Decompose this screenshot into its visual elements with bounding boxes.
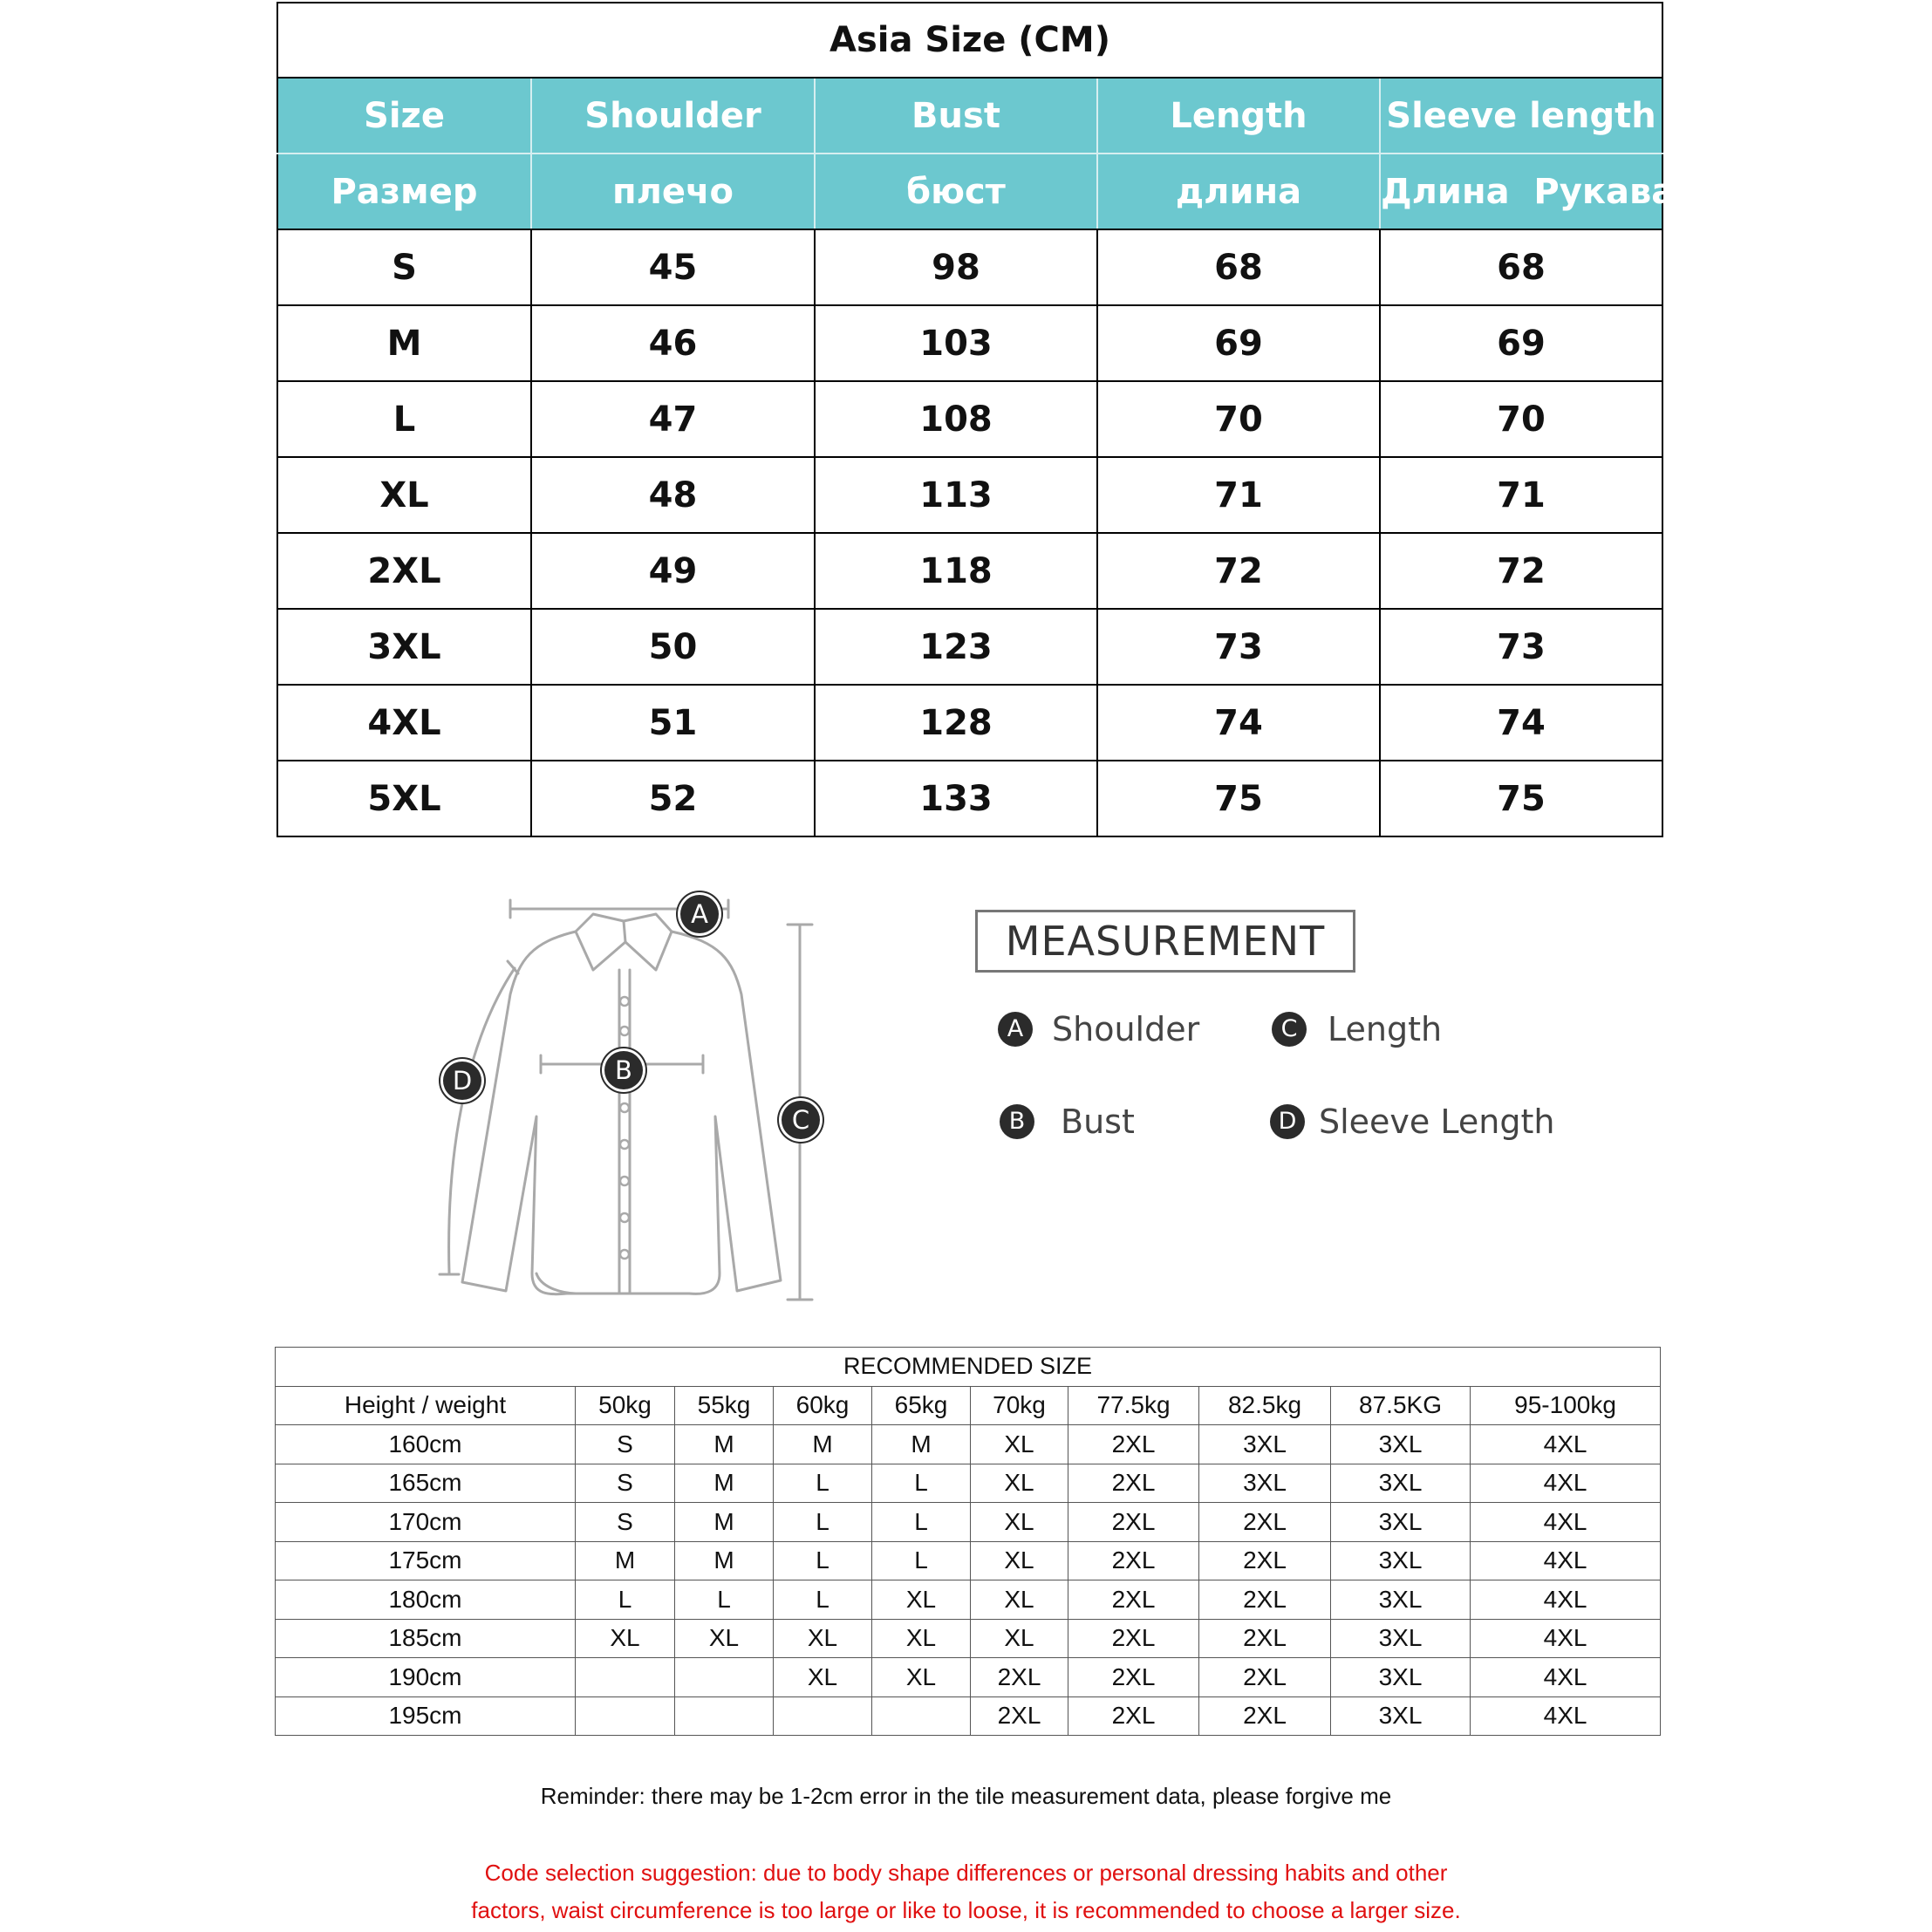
measurement-cell: 48 xyxy=(531,457,815,533)
recommended-size-cell: XL xyxy=(971,1464,1068,1503)
recommended-size-cell: L xyxy=(872,1464,971,1503)
recommended-row xyxy=(276,1580,1661,1620)
header-cell: Sleeve length xyxy=(1380,78,1662,154)
measurement-cell: 69 xyxy=(1380,305,1662,381)
size-label-cell: 5XL xyxy=(277,761,531,836)
measurement-cell: 69 xyxy=(1097,305,1380,381)
recommended-size-cell: L xyxy=(576,1580,675,1620)
recommended-size-cell: L xyxy=(774,1503,872,1542)
recommended-size-cell: 2XL xyxy=(1068,1464,1199,1503)
size-label-cell: 4XL xyxy=(277,685,531,761)
legend-label: Sleeve Length xyxy=(1319,1103,1555,1141)
measurement-cell: 98 xyxy=(815,229,1097,305)
weight-header-cell: 95-100kg xyxy=(1471,1386,1661,1425)
measurement-cell: 133 xyxy=(815,761,1097,836)
recommended-size-cell: XL xyxy=(971,1425,1068,1464)
measurement-cell: 47 xyxy=(531,381,815,457)
weight-header-cell: 55kg xyxy=(675,1386,774,1425)
recommended-size-cell: M xyxy=(675,1541,774,1580)
size-row xyxy=(277,305,1662,381)
size-chart-header-ru xyxy=(277,154,1662,229)
weight-header-cell: 87.5KG xyxy=(1331,1386,1471,1425)
measurement-cell: 128 xyxy=(815,685,1097,761)
recommended-size-cell: 4XL xyxy=(1471,1619,1661,1658)
height-cell: 160cm xyxy=(276,1425,576,1464)
header-cell: Размер xyxy=(277,154,531,229)
marker-c-icon: C xyxy=(1272,1012,1307,1047)
height-cell: 190cm xyxy=(276,1658,576,1697)
recommended-size-cell: 3XL xyxy=(1331,1619,1471,1658)
recommended-size-cell: 3XL xyxy=(1331,1541,1471,1580)
measurement-cell: 75 xyxy=(1380,761,1662,836)
recommended-row xyxy=(276,1541,1661,1580)
recommended-size-cell: 4XL xyxy=(1471,1425,1661,1464)
recommended-size-cell: L xyxy=(872,1541,971,1580)
recommended-size-cell: 2XL xyxy=(971,1696,1068,1736)
legend-label: Length xyxy=(1328,1010,1443,1048)
measurement-cell: 70 xyxy=(1097,381,1380,457)
recommended-size-cell xyxy=(872,1696,971,1736)
size-suggestion-note xyxy=(0,1854,1932,1929)
measurement-cell: 72 xyxy=(1380,533,1662,609)
recommended-size-cell: 2XL xyxy=(1199,1619,1331,1658)
reminder-note: Reminder: there may be 1-2cm error in the tile measurement data, please forgive me xyxy=(540,1783,1392,1809)
measurement-cell: 50 xyxy=(531,609,815,685)
recommended-size-cell: 2XL xyxy=(1068,1541,1199,1580)
recommended-size-cell: 3XL xyxy=(1331,1503,1471,1542)
recommended-size-cell: 2XL xyxy=(1068,1425,1199,1464)
size-row xyxy=(277,761,1662,836)
recommended-size-cell: XL xyxy=(576,1619,675,1658)
recommended-size-cell: 2XL xyxy=(1068,1580,1199,1620)
measurement-cell: 118 xyxy=(815,533,1097,609)
recommended-size-cell: 3XL xyxy=(1199,1464,1331,1503)
marker-b-icon: B xyxy=(604,1051,643,1089)
height-cell: 195cm xyxy=(276,1696,576,1736)
header-cell: Shoulder xyxy=(531,78,815,154)
measurement-cell: 68 xyxy=(1380,229,1662,305)
height-weight-header: Height / weight xyxy=(276,1386,576,1425)
recommended-size-cell: M xyxy=(774,1425,872,1464)
legend-label: Shoulder xyxy=(1052,1010,1200,1048)
marker-c-icon: C xyxy=(782,1101,820,1139)
header-cell: длина xyxy=(1097,154,1380,229)
legend-label: Bust xyxy=(1061,1103,1135,1141)
recommended-size-cell: XL xyxy=(774,1619,872,1658)
measurement-cell: 73 xyxy=(1097,609,1380,685)
measurement-cell: 74 xyxy=(1380,685,1662,761)
measurement-cell: 46 xyxy=(531,305,815,381)
measurement-cell: 51 xyxy=(531,685,815,761)
marker-a-icon: A xyxy=(998,1012,1033,1047)
recommended-size-cell: 3XL xyxy=(1199,1425,1331,1464)
recommended-size-cell: S xyxy=(576,1425,675,1464)
recommended-size-cell: 4XL xyxy=(1471,1580,1661,1620)
recommended-size-table xyxy=(275,1347,1661,1736)
measurement-cell: 75 xyxy=(1097,761,1380,836)
recommended-size-cell: 2XL xyxy=(1068,1658,1199,1697)
recommended-size-cell: 4XL xyxy=(1471,1503,1661,1542)
recommended-size-cell: 3XL xyxy=(1331,1696,1471,1736)
recommended-size-cell xyxy=(774,1696,872,1736)
size-row xyxy=(277,533,1662,609)
recommended-size-cell: L xyxy=(675,1580,774,1620)
marker-d-icon: D xyxy=(1270,1104,1305,1139)
recommended-size-cell: 2XL xyxy=(971,1658,1068,1697)
recommended-size-cell: M xyxy=(576,1541,675,1580)
recommended-size-cell xyxy=(576,1658,675,1697)
recommended-size-cell: XL xyxy=(872,1580,971,1620)
recommended-size-cell: XL xyxy=(872,1658,971,1697)
recommended-size-cell: 2XL xyxy=(1199,1580,1331,1620)
header-cell: Bust xyxy=(815,78,1097,154)
measurement-cell: 103 xyxy=(815,305,1097,381)
size-label-cell: L xyxy=(277,381,531,457)
recommended-row xyxy=(276,1696,1661,1736)
height-cell: 180cm xyxy=(276,1580,576,1620)
size-row xyxy=(277,457,1662,533)
size-label-cell: S xyxy=(277,229,531,305)
recommended-row xyxy=(276,1464,1661,1503)
size-label-cell: XL xyxy=(277,457,531,533)
recommended-size-cell: 3XL xyxy=(1331,1464,1471,1503)
measurement-cell: 71 xyxy=(1380,457,1662,533)
size-label-cell: M xyxy=(277,305,531,381)
recommended-size-cell: L xyxy=(872,1503,971,1542)
size-row xyxy=(277,685,1662,761)
measurement-cell: 73 xyxy=(1380,609,1662,685)
recommended-size-cell: 2XL xyxy=(1199,1503,1331,1542)
recommended-size-cell: 4XL xyxy=(1471,1658,1661,1697)
size-label-cell: 2XL xyxy=(277,533,531,609)
recommended-size-cell: XL xyxy=(971,1580,1068,1620)
height-cell: 175cm xyxy=(276,1541,576,1580)
recommended-size-cell: 4XL xyxy=(1471,1541,1661,1580)
recommended-size-cell: XL xyxy=(971,1541,1068,1580)
size-row xyxy=(277,609,1662,685)
measurement-cell: 123 xyxy=(815,609,1097,685)
height-cell: 165cm xyxy=(276,1464,576,1503)
marker-d-icon: D xyxy=(443,1062,481,1100)
marker-a-icon: A xyxy=(680,895,719,933)
measurement-cell: 113 xyxy=(815,457,1097,533)
recommended-row xyxy=(276,1658,1661,1697)
recommended-size-cell: 3XL xyxy=(1331,1425,1471,1464)
header-cell: Length xyxy=(1097,78,1380,154)
measurement-cell: 108 xyxy=(815,381,1097,457)
recommended-size-cell: XL xyxy=(872,1619,971,1658)
height-cell: 185cm xyxy=(276,1619,576,1658)
recommended-size-cell: L xyxy=(774,1464,872,1503)
recommended-row xyxy=(276,1619,1661,1658)
recommended-header-row xyxy=(276,1386,1661,1425)
size-label-cell: 3XL xyxy=(277,609,531,685)
recommended-row xyxy=(276,1503,1661,1542)
recommended-size-cell: XL xyxy=(675,1619,774,1658)
recommended-row xyxy=(276,1425,1661,1464)
size-row xyxy=(277,381,1662,457)
recommended-size-cell: S xyxy=(576,1503,675,1542)
suggestion-line: factors, waist circumference is too large or like to loose, it is recommended to choose a larger size. xyxy=(471,1897,1461,1923)
suggestion-line: Code selection suggestion: due to body shape differences or personal dressing habits and other xyxy=(484,1860,1448,1886)
recommended-size-cell: 4XL xyxy=(1471,1464,1661,1503)
recommended-size-cell xyxy=(675,1696,774,1736)
weight-header-cell: 82.5kg xyxy=(1199,1386,1331,1425)
marker-b-icon: B xyxy=(1000,1104,1034,1139)
recommended-size-cell: 4XL xyxy=(1471,1696,1661,1736)
size-chart-header-en xyxy=(277,78,1662,154)
recommended-size-cell: 3XL xyxy=(1331,1580,1471,1620)
recommended-size-cell: 2XL xyxy=(1068,1503,1199,1542)
header-cell: бюст xyxy=(815,154,1097,229)
recommended-size-cell: L xyxy=(774,1541,872,1580)
size-chart-table xyxy=(276,2,1676,837)
recommended-size-cell: 2XL xyxy=(1199,1658,1331,1697)
recommended-size-cell: L xyxy=(774,1580,872,1620)
measurement-cell: 49 xyxy=(531,533,815,609)
recommended-size-cell: M xyxy=(675,1464,774,1503)
recommended-size-cell xyxy=(576,1696,675,1736)
recommended-size-cell xyxy=(675,1658,774,1697)
size-chart-title: Asia Size (CM) xyxy=(277,3,1662,78)
weight-header-cell: 50kg xyxy=(576,1386,675,1425)
recommended-size-cell: XL xyxy=(971,1619,1068,1658)
recommended-size-cell: XL xyxy=(971,1503,1068,1542)
shirt-outline-icon xyxy=(427,890,829,1308)
shirt-measurement-diagram xyxy=(427,890,829,1308)
recommended-size-cell: 2XL xyxy=(1199,1541,1331,1580)
recommended-size-cell: M xyxy=(675,1503,774,1542)
measurement-cell: 74 xyxy=(1097,685,1380,761)
measurement-title: MEASUREMENT xyxy=(975,910,1355,973)
measurement-cell: 71 xyxy=(1097,457,1380,533)
weight-header-cell: 77.5kg xyxy=(1068,1386,1199,1425)
weight-header-cell: 65kg xyxy=(872,1386,971,1425)
header-cell: Size xyxy=(277,78,531,154)
measurement-cell: 52 xyxy=(531,761,815,836)
recommended-size-cell: M xyxy=(872,1425,971,1464)
height-cell: 170cm xyxy=(276,1503,576,1542)
measurement-cell: 68 xyxy=(1097,229,1380,305)
measurement-cell: 72 xyxy=(1097,533,1380,609)
measurement-cell: 70 xyxy=(1380,381,1662,457)
weight-header-cell: 60kg xyxy=(774,1386,872,1425)
recommended-size-cell: M xyxy=(675,1425,774,1464)
recommended-size-cell: 2XL xyxy=(1068,1696,1199,1736)
weight-header-cell: 70kg xyxy=(971,1386,1068,1425)
header-cell: плечо xyxy=(531,154,815,229)
recommended-title: RECOMMENDED SIZE xyxy=(276,1348,1661,1387)
recommended-size-cell: XL xyxy=(774,1658,872,1697)
measurement-cell: 45 xyxy=(531,229,815,305)
size-row xyxy=(277,229,1662,305)
recommended-size-cell: 2XL xyxy=(1199,1696,1331,1736)
header-cell: Длина Рукава xyxy=(1380,154,1662,229)
recommended-size-cell: 3XL xyxy=(1331,1658,1471,1697)
recommended-size-cell: 2XL xyxy=(1068,1619,1199,1658)
recommended-size-cell: S xyxy=(576,1464,675,1503)
